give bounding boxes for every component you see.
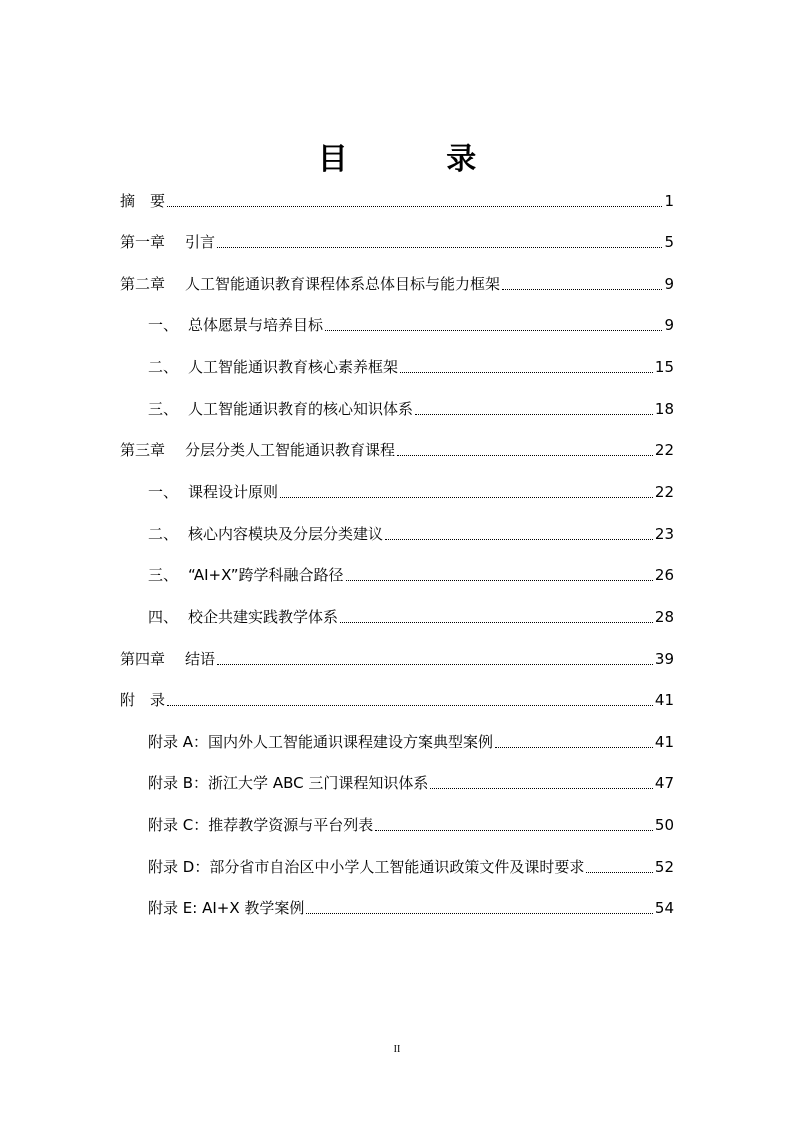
dot-leader bbox=[167, 705, 653, 706]
dot-leader bbox=[430, 788, 653, 789]
dot-leader bbox=[502, 289, 662, 290]
toc-entry-section-3-1[interactable] bbox=[148, 481, 674, 503]
toc-entry-section-number: 二、 bbox=[148, 358, 179, 376]
dot-leader bbox=[400, 372, 653, 373]
toc-entry-title: 人工智能通识教育核心素养框架 bbox=[188, 358, 399, 376]
toc-entry-title: 附录 A：国内外人工智能通识课程建设方案典型案例 bbox=[148, 733, 494, 751]
toc-page-number: 1 bbox=[664, 192, 674, 210]
toc-entry-chapter-number: 第二章 bbox=[120, 275, 166, 293]
toc-entry-chapter-4[interactable] bbox=[120, 648, 674, 670]
toc-entry-section-number: 一、 bbox=[148, 483, 179, 501]
toc-entry-title: 课程设计原则 bbox=[188, 483, 279, 501]
toc-entry-title: 附录 B：浙江大学 ABC 三门课程知识体系 bbox=[148, 774, 429, 792]
toc-page-number: 41 bbox=[654, 733, 674, 751]
dot-leader bbox=[306, 913, 653, 914]
dot-leader bbox=[217, 664, 653, 665]
toc-entry-title: 核心内容模块及分层分类建议 bbox=[188, 525, 384, 543]
page-footer-number: II bbox=[393, 1044, 401, 1055]
toc-entry-appendix-e[interactable] bbox=[148, 897, 674, 919]
toc-entry-section-2-1[interactable] bbox=[148, 314, 674, 336]
toc-entry-section-3-3[interactable] bbox=[148, 564, 674, 586]
dot-leader bbox=[346, 580, 653, 581]
dot-leader bbox=[385, 539, 653, 540]
toc-entry-section-number: 三、 bbox=[148, 566, 179, 584]
toc-entry-appendix-a[interactable] bbox=[148, 731, 674, 753]
toc-entry-title: 分层分类人工智能通识教育课程 bbox=[185, 441, 396, 459]
toc-entry-title: 附录 D：部分省市自治区中小学人工智能通识政策文件及课时要求 bbox=[148, 858, 585, 876]
toc-entry-label: 附 录 bbox=[120, 691, 166, 709]
toc-page-number: 50 bbox=[654, 816, 674, 834]
toc-entry-section-number: 一、 bbox=[148, 316, 179, 334]
toc-entry-title: “AI+X”跨学科融合路径 bbox=[188, 566, 344, 584]
dot-leader bbox=[217, 247, 662, 248]
toc-entry-chapter-1[interactable] bbox=[120, 231, 674, 253]
toc-page-number: 5 bbox=[664, 233, 674, 251]
toc-page-number: 41 bbox=[654, 691, 674, 709]
toc-entry-appendix-d[interactable] bbox=[148, 856, 674, 878]
dot-leader bbox=[586, 872, 653, 873]
toc-page-number: 54 bbox=[654, 899, 674, 917]
toc-entry-section-3-4[interactable] bbox=[148, 606, 674, 628]
toc-entry-title: 附录 E: AI+X 教学案例 bbox=[148, 899, 305, 917]
toc-page-number: 26 bbox=[654, 566, 674, 584]
toc-entry-section-number: 三、 bbox=[148, 400, 179, 418]
toc-entry-title: 校企共建实践教学体系 bbox=[188, 608, 339, 626]
dot-leader bbox=[375, 830, 653, 831]
toc-entry-appendix[interactable] bbox=[120, 689, 674, 711]
toc-entry-title: 人工智能通识教育的核心知识体系 bbox=[188, 400, 414, 418]
toc-page-number: 22 bbox=[654, 441, 674, 459]
toc-entry-section-number: 二、 bbox=[148, 525, 179, 543]
toc-page-number: 23 bbox=[654, 525, 674, 543]
toc-entry-chapter-number: 第三章 bbox=[120, 441, 166, 459]
toc-page-number: 18 bbox=[654, 400, 674, 418]
dot-leader bbox=[167, 206, 662, 207]
toc-title: 目 录 bbox=[317, 142, 521, 177]
toc-entry-title: 附录 C：推荐教学资源与平台列表 bbox=[148, 816, 374, 834]
toc-entry-appendix-b[interactable] bbox=[148, 772, 674, 794]
toc-page-number: 9 bbox=[664, 275, 674, 293]
toc-entry-section-number: 四、 bbox=[148, 608, 179, 626]
toc-page-number: 47 bbox=[654, 774, 674, 792]
toc-entry-appendix-c[interactable] bbox=[148, 814, 674, 836]
dot-leader bbox=[325, 330, 662, 331]
toc-entry-title: 人工智能通识教育课程体系总体目标与能力框架 bbox=[185, 275, 501, 293]
toc-entry-chapter-number: 第四章 bbox=[120, 650, 166, 668]
toc-entry-label: 摘 要 bbox=[120, 192, 166, 210]
dot-leader bbox=[280, 497, 653, 498]
dot-leader bbox=[397, 455, 653, 456]
toc-entry-abstract[interactable] bbox=[120, 190, 674, 212]
toc-page-number: 22 bbox=[654, 483, 674, 501]
toc-entry-section-2-3[interactable] bbox=[148, 398, 674, 420]
toc-entry-title: 引言 bbox=[185, 233, 216, 251]
toc-page-number: 52 bbox=[654, 858, 674, 876]
toc-entry-chapter-3[interactable] bbox=[120, 439, 674, 461]
toc-entry-chapter-number: 第一章 bbox=[120, 233, 166, 251]
dot-leader bbox=[415, 414, 653, 415]
dot-leader bbox=[495, 747, 653, 748]
toc-entry-section-3-2[interactable] bbox=[148, 523, 674, 545]
toc-page-number: 39 bbox=[654, 650, 674, 668]
toc-entry-title: 结语 bbox=[185, 650, 216, 668]
toc-entry-chapter-2[interactable] bbox=[120, 273, 674, 295]
toc-page-number: 9 bbox=[664, 316, 674, 334]
toc-entry-title: 总体愿景与培养目标 bbox=[188, 316, 324, 334]
toc-page-number: 15 bbox=[654, 358, 674, 376]
toc-page-number: 28 bbox=[654, 608, 674, 626]
dot-leader bbox=[340, 622, 653, 623]
toc-entry-section-2-2[interactable] bbox=[148, 356, 674, 378]
